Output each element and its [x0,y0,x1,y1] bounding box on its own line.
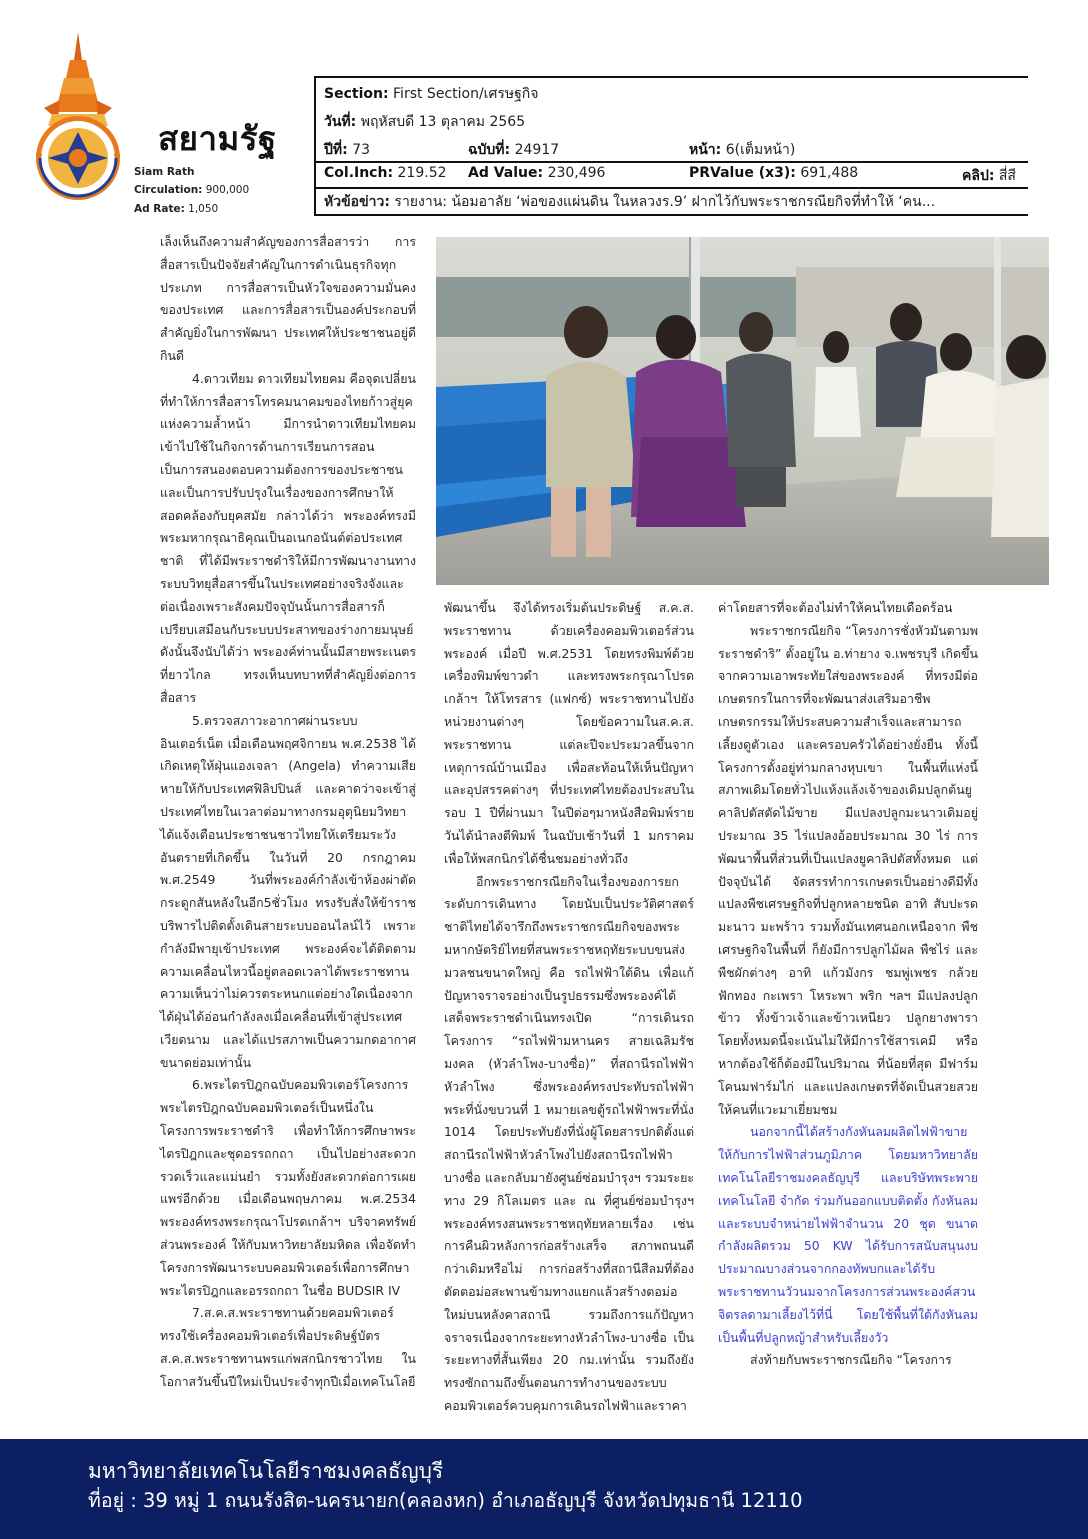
paragraph: เล็งเห็นถึงความสำคัญของการสื่อสารว่า การสื่อสารเป็นปัจจัยสำคัญในการดำเนินธุรกิจทุกประเภท การสื่อสารเป็นหัวใจของความมั่นคงของประเทศ และการสื่อสารเป็นองค์ประกอบที่สำคัญยิ่งในการพัฒนา ประเทศให้ประชาชนอยู่ดีกินดี [160,234,416,363]
paragraph: พัฒนาขึ้น จึงได้ทรงเริ่มต้นประดิษฐ์ ส.ค.ส. พระราชทาน ด้วยเครื่องคอมพิวเตอร์ส่วนพระองค์ เมื่อปี พ.ศ.2531 โดยทรงพิมพ์ด้วยเครื่องพิมพ์ขาวดำ และทรงพระกรุณาโปรดเกล้าฯ ให้โทรสาร (แฟกซ์) พระราชทานไปยังหน่วยงานต่างๆ โดยข้อความในส.ค.ส. พระราชทาน แต่ละปีจะประมวลขึ้นจากเหตุการณ์บ้านเมือง เพื่อสะท้อนให้เห็นปัญหา และอุปสรรคต่างๆ ที่ประเทศไทยต้องประสบในรอบ 1 ปีที่ผ่านมา ในปีต่อๆมาหนังสือพิมพ์รายวันได้นำลงตีพิมพ์ ในฉบับเช้าวันที่ 1 มกราคม เพื่อให้พสกนิกรได้ชื่นชมอย่างทั่วถึง [444,600,694,866]
subway-train-interior-photo [436,237,1049,585]
publication-name-en: Siam Rath [134,166,195,178]
colinch-field: Col.Inch: 219.52 [324,165,447,181]
prvalue-field: PRValue (x3): 691,488 [689,165,859,181]
circulation: Circulation: 900,000 [134,184,250,196]
ad-rate: Ad Rate: 1,050 [134,203,219,215]
publication-name: สยามรัฐ [158,119,277,158]
paragraph: พระราชกรณียกิจ “โครงการชั่งหัวมันตามพระราชดำริ” ตั้งอยู่ใน อ.ท่ายาง จ.เพชรบุรี เกิดขึ้นจากความเอาพระทัยใส่ของพระองค์ ที่ทรงมีต่อเกษตรกรในการที่จะพัฒนาส่งเสริมอาชีพเกษตรกรรมให้ประสบความสำเร็จและสามารถเลี้ยงดูตัวเอง และครอบครัวได้อย่างยั่งยืน ทั้งนี้โครงการตั้งอยู่ท่ามกลางหุบเขา ในพื้นที่แห่งนี้สภาพเดิมโดยทั่วไปแห้งแล้งเจ้าของเดิมปลูกต้นยูคาลิปตัสตัดไม้ขาย มีแปลงปลูกมะนาวเดิมอยู่ประมาณ 35 ไร่แปลงอ้อยประมาณ 30 ไร่ การพัฒนาพื้นที่ส่วนที่เป็นแปลงยูคาลิปตัสทั้งหมด แต่ปัจจุบันได้ จัดสรรทำการเกษตรเป็นอย่างดีมีทั้งแปลงพืชเศรษฐกิจที่ปลูกหลายชนิด อาทิ สับปะรด มะนาว มะพร้าว รวมทั้งมันเทศนอกเหนือจาก พืชเศรษฐกิจในพื้นที่ ก็ยังมีการปลูกไม้ผล พืชไร่ และพืชผักต่างๆ อาทิ แก้วมังกร ชมพู่เพชร กล้วย ฟักทอง กะเพรา โหระพา พริก ฯลฯ มีแปลงปลูกข้าว ทั้งข้าวเจ้าและข้าวเหนียว ปลูกยางพารา โดยทั้งหมดนี้จะเน้นไม่ให้มีการใช้สารเคมี หรือหากต้องใช้ก็ต้องมีในปริมาณ ที่น้อยที่สุด มีฟาร์มโคนมฟาร์มไก่ และแปลงเกษตรที่จัดเป็นสวยสวยให้คนที่แวะมาเยี่ยมชม [718,622,978,1117]
university-emblem-icon [30,30,126,215]
advalue-field: Ad Value: 230,496 [468,165,606,181]
date-row: วันที่: พฤหัสบดี 13 ตุลาคม 2565 [324,114,526,130]
year-field: ปีที่: 73 [324,142,370,158]
article-column-1 [160,231,416,1394]
paragraph: 6.พระไตรปิฎกฉบับคอมพิวเตอร์โครงการพระไตรปิฎกฉบับคอมพิวเตอร์เป็นหนึ่งในโครงการพระราชดำริ เพื่อทำให้การศึกษาพระไตรปิฎกและชุดอรรถกถา เป็นไปอย่างสะดวกรวดเร็วและแม่นยำ รวมทั้งยังสะดวกต่อการเผยแพร่อีกด้วย เมื่อเดือนพฤษภาคม พ.ศ.2534 พระองค์ทรงพระกรุณาโปรดเกล้าฯ บริจาคทรัพย์ส่วนพระองค์ ให้กับมหาวิทยาลัยมหิดล เพื่อจัดทำโครงการพัฒนาระบบคอมพิวเตอร์เพื่อการศึกษาพระไตรปิฎกและอรรถกถา ในชื่อ BUDSIR IV [160,1077,416,1298]
footer-address: ที่อยู่ : 39 หมู่ 1 ถนนรังสิต-นครนายก(คลองหก) อำเภอธัญบุรี จังหวัดปทุมธานี 12110 [88,1489,803,1512]
paragraph: ค่าโดยสารที่จะต้องไม่ทำให้คนไทยเดือดร้อน [718,600,953,615]
page-field: หน้า: 6(เต็มหน้า) [689,142,796,158]
paragraph: 4.ดาวเทียม ดาวเทียมไทยคม คือจุดเปลี่ยนที่ทำให้การสื่อสารโทรคมนาคมของไทยก้าวสู่ยุคแห่งความล้ำหน้า มีการนำดาวเทียมไทยคมเข้าไปใช้ในกิจการด้านการเรียนการสอน เป็นการสนองตอบความต้องการของประชาชน และเป็นการปรับปรุงในเรื่องของการศึกษาให้สอดคล้องกับยุคสมัย กล่าวได้ว่า พระองค์ทรงมีพระมหากรุณาธิคุณเป็นอเนกอนันต์ต่อประเทศชาติ ที่ได้มีพระราชดำริให้มีการพัฒนางานทางระบบวิทยุสื่อสารขึ้นในประเทศอย่างจริงจังและต่อเนื่องเพราะสังคมปัจจุบันนั้นการสื่อสารก็เปรียบเสมือนกับระบบประสาทของร่างกายมนุษย์ ดังนั้นจึงนับได้ว่า พระองค์ท่านนั้นมีสายพระเนตรที่ยาวไกล ทรงเห็นบทบาทที่สำคัญยิ่งต่อการสื่อสาร [160,370,416,705]
headline: หัวข้อข่าว: รายงาน: น้อมอาลัย ‘พ่อของแผ่นดิน ในหลวงร.9’ ฝากไว้กับพระราชกรณียกิจที่ทำให้ ‘คน... [324,194,936,210]
paragraph: อีกพระราชกรณียกิจในเรื่องของการยกระดับการเดินทาง โดยนับเป็นประวัติศาสตร์ชาติไทยได้จารึกถึงพระราชกรณียกิจของพระมหากษัตริย์ไทยที่สนพระราชหฤทัยระบบขนส่งมวลชนขนาดใหญ่ คือ รถไฟฟ้าใต้ดิน เพื่อแก้ปัญหาจราจรอย่างเป็นรูปธรรมซึ่งพระองค์ได้เสด็จพระราชดำเนินทรงเปิด “การเดินรถโครงการ “รถไฟฟ้ามหานคร สายเฉลิมรัชมงคล (หัวลำโพง-บางซื่อ)” ที่สถานีรถไฟฟ้าหัวลำโพง ซึ่งพระองค์ทรงประทับรถไฟฟ้าพระที่นั่งขบวนที่ 1 หมายเลขตู้รถไฟฟ้าพระที่นั่ง 1014 โดยประทับยังที่นั่งผู้โดยสารปกติตั้งแต่สถานีรถไฟฟ้าหัวลำโพงไปยังสถานีรถไฟฟ้าบางซื่อ และกลับมายังศูนย์ซ่อมบำรุงฯ รวมระยะทาง 29 กิโลเมตร และ ณ ที่ศูนย์ซ่อมบำรุงฯ พระองค์ทรงสนพระราชหฤทัยหลายเรื่อง เช่นการคืนผิวหลังการก่อสร้างเสร็จ สภาพถนนดีกว่าเดิมหรือไม่ การก่อสร้างที่สถานีสีลมที่ต้องตัดตอม่อสะพานข้ามทางแยกแล้วสร้างตอม่อใหม่บนหลังคาสถานี รวมถึงการแก้ปัญหาจราจรเนื่องจากระยะทางหัวลำโพง-บางซื่อ เป็นระยะทางที่สั้นเพียง 20 กม.เท่านั้น รวมถึงยังทรงซักถามถึงขั้นตอนการทำงานของระบบคอมพิวเตอร์ควบคุมการเดินรถไฟฟ้าและราคา [444,873,694,1413]
paragraph: 5.ตรวจสภาวะอากาศผ่านระบบอินเตอร์เน็ต เมื่อเดือนพฤศจิกายน พ.ศ.2538 ได้เกิดเหตุให้ฝุ่นแองเจลา (Angela) ทำความเสียหายให้กับประเทศฟิลิปปินส์ และคาดว่าจะเข้าสู่ประเทศไทยในเวลาต่อมาทางกรมอุตุนิยมวิทยาได้แจ้งเตือนประชาชนชาวไทยให้เตรียมระวังอันตรายที่เกิดขึ้น ในวันที่ 20 กรกฎาคม พ.ศ.2549 วันที่พระองค์กำลังเข้าห้องผ่าตัดกระดูกสันหลังในอีก5ชั่วโมง ทรงรับสั่งให้ข้าราชบริพารไปติดตั้งเดินสายระบบออนไลน์ไว้ เพราะกำลังมีพายุเข้าประเทศ พระองค์จะได้ติดตามความเคลื่อนไหวนี้อยู่ตลอดเวลาได้พระราชทานความเห็นว่าไม่ควรตระหนกแต่อย่างใดเนื่องจากได้ฝุ่นได้อ่อนกำลังลงเมื่อเคลื่อนที่เข้าสู่ประเทศเวียดนาม และได้แปรสภาพเป็นความกดอากาศขนาดย่อมเท่านั้น [160,712,416,1070]
paragraph: 7.ส.ค.ส.พระราชทานด้วยคอมพิวเตอร์ ทรงใช้เครื่องคอมพิวเตอร์เพื่อประดิษฐ์บัตร ส.ค.ส.พระราชทานพรแก่พสกนิกรชาวไทย ในโอกาสวันขึ้นปีใหม่เป็นประจำทุกปีเมื่อเทคโนโลยี [160,1305,416,1389]
section-row: Section: First Section/เศรษฐกิจ [324,86,539,102]
clip-field: คลิป: สี่สี [962,168,1016,184]
highlighted-paragraph: นอกจากนี้ได้สร้างกังหันลมผลิตไฟฟ้าขายให้กับการไฟฟ้าส่วนภูมิภาค โดยมหาวิทยาลัยเทคโนโลยีราชมงคลธัญบุรี และบริษัทพระพายเทคโนโลยี จำกัด ร่วมกันออกแบบติดตั้ง กังหันลมและระบบจำหน่ายไฟฟ้าจำนวน 20 ชุด ขนาดกำลังผลิตรวม 50 KW ได้รับการสนับสนุนงบประมาณบางส่วนจากกองทัพบกและได้รับพระราชทานวัวนมจากโครงการส่วนพระองค์สวนจิตรลดามาเลี้ยงไว้ที่นี่ โดยใช้พื้นที่ใต้กังหันลมเป็นพื้นที่ปลูกหญ้าสำหรับเลี้ยงวัว [718,1124,978,1345]
issue-field: ฉบับที่: 24917 [468,142,560,158]
clipping-metadata [316,76,1028,216]
article-column-3 [718,597,978,1372]
paragraph: ส่งท้ายกับพระราชกรณียกิจ “โครงการ [750,1352,952,1368]
footer-university-name: มหาวิทยาลัยเทคโนโลยีราชมงคลธัญบุรี [88,1459,444,1483]
publication-block [128,76,316,216]
article-column-2 [444,597,694,1418]
